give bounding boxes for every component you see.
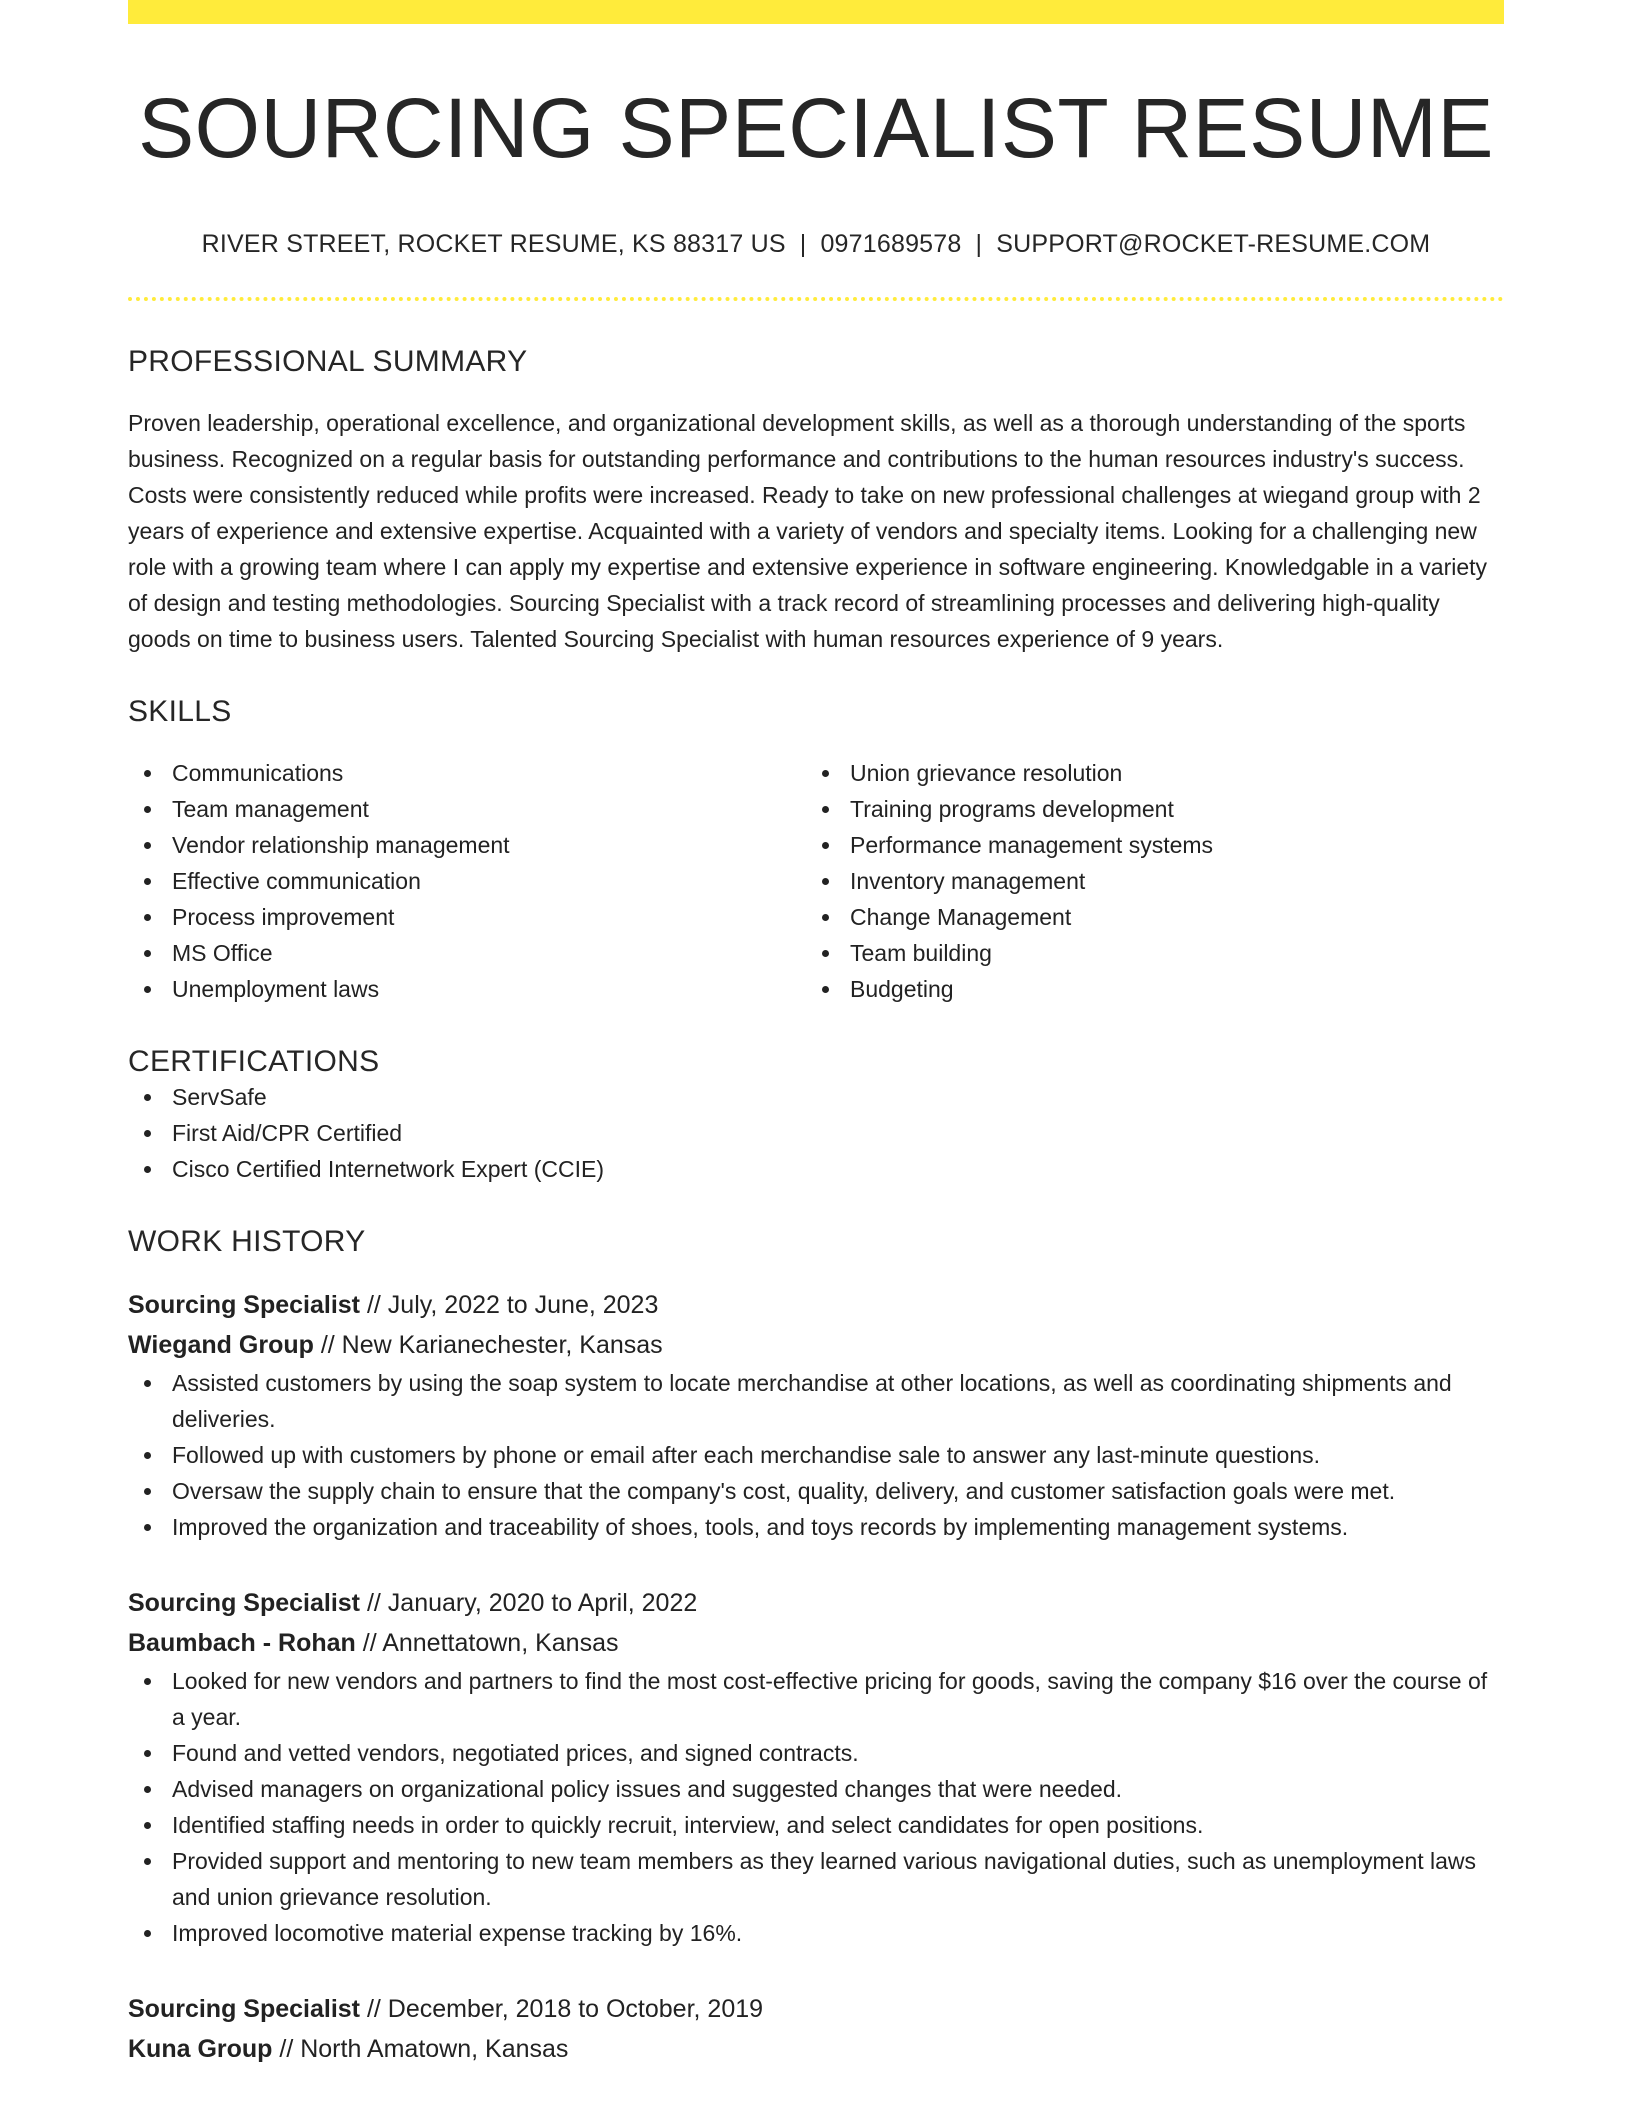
contact-separator: | <box>975 230 983 259</box>
skills-list-right <box>806 755 1484 1007</box>
job-title-line <box>128 1989 1504 2029</box>
certification-item: Cisco Certified Internetwork Expert (CCIE) <box>128 1151 1504 1187</box>
job-company-line <box>128 2029 1504 2069</box>
job-title: Sourcing Specialist <box>128 1995 361 2024</box>
job-duties-list <box>128 1663 1504 1951</box>
certification-item: First Aid/CPR Certified <box>128 1115 1504 1151</box>
contact-separator: | <box>799 230 807 259</box>
skills-grid <box>128 755 1504 1007</box>
address: RIVER STREET, ROCKET RESUME, KS 88317 US <box>201 230 786 259</box>
skill-item: Union grievance resolution <box>806 755 1484 791</box>
company-name: Wiegand Group <box>128 1331 314 1360</box>
job-duty: Improved the organization and traceability of shoes, tools, and toys records by implementing management systems. <box>128 1509 1504 1545</box>
skill-item: MS Office <box>128 935 806 971</box>
skills-column-right <box>806 755 1484 1007</box>
contact-line <box>128 230 1504 259</box>
job-duty: Assisted customers by using the soap system to locate merchandise at other locations, as well as coordinating shipments and deliveries. <box>128 1365 1504 1437</box>
job-location: // North Amatown, Kansas <box>272 2035 569 2064</box>
work-history-heading: WORK HISTORY <box>128 1225 366 1259</box>
job-duty: Followed up with customers by phone or email after each merchandise sale to answer any last-minute questions. <box>128 1437 1504 1473</box>
resume-title: SOURCING SPECIALIST RESUME <box>138 81 1494 175</box>
skills-heading: SKILLS <box>128 695 232 729</box>
job-location: // Annettatown, Kansas <box>355 1629 619 1658</box>
job-duty: Identified staffing needs in order to quickly recruit, interview, and select candidates for open positions. <box>128 1807 1504 1843</box>
skill-item: Effective communication <box>128 863 806 899</box>
job-title-line <box>128 1583 1504 1623</box>
email-address: SUPPORT@ROCKET-RESUME.COM <box>996 230 1431 259</box>
job-duty: Looked for new vendors and partners to find the most cost-effective pricing for goods, saving the company $16 over the course of a year. <box>128 1663 1504 1735</box>
job-company-line <box>128 1325 1504 1365</box>
job-duty: Improved locomotive material expense tracking by 16%. <box>128 1915 1504 1951</box>
certification-item: ServSafe <box>128 1079 1504 1115</box>
certifications-list <box>128 1079 1504 1187</box>
skills-list-left <box>128 755 806 1007</box>
job-duties-list <box>128 1365 1504 1545</box>
top-accent-bar <box>128 0 1504 24</box>
job-dates: // December, 2018 to October, 2019 <box>360 1995 764 2024</box>
job-title-line <box>128 1285 1504 1325</box>
skill-item: Vendor relationship management <box>128 827 806 863</box>
job-dates: // January, 2020 to April, 2022 <box>360 1589 698 1618</box>
certifications-heading: CERTIFICATIONS <box>128 1045 380 1079</box>
summary-heading: PROFESSIONAL SUMMARY <box>128 345 528 379</box>
job-title: Sourcing Specialist <box>128 1589 361 1618</box>
skill-item: Change Management <box>806 899 1484 935</box>
skill-item: Team building <box>806 935 1484 971</box>
company-name: Baumbach - Rohan <box>128 1629 356 1658</box>
skill-item: Performance management systems <box>806 827 1484 863</box>
skill-item: Team management <box>128 791 806 827</box>
skill-item: Communications <box>128 755 806 791</box>
skill-item: Process improvement <box>128 899 806 935</box>
job-entry <box>128 1989 1504 2069</box>
dotted-divider <box>128 297 1504 301</box>
job-location: // New Karianechester, Kansas <box>313 1331 663 1360</box>
job-duty: Found and vetted vendors, negotiated prices, and signed contracts. <box>128 1735 1504 1771</box>
job-entry <box>128 1583 1504 1951</box>
skills-column-left <box>128 755 806 1007</box>
phone-number: 0971689578 <box>820 230 962 259</box>
job-duty: Provided support and mentoring to new team members as they learned various navigational duties, such as unemployment laws and union grievance resolution. <box>128 1843 1504 1915</box>
job-entry <box>128 1285 1504 1545</box>
summary-text: Proven leadership, operational excellence, and organizational development skills, as well as a thorough understanding of the sports business. Recognized on a regular basis for outstanding performance and contributions to the human resources industry's success. Costs were consistently reduced while profits were increased. Ready to take on new professional challenges at wiegand group with 2 years of experience and extensive expertise. Acquainted with a variety of vendors and specialty items. Looking for a challenging new role with a growing team where I can apply my expertise and extensive experience in software engineering. Knowledgable in a variety of design and testing methodologies. Sourcing Specialist with a track record of streamlining processes and delivering high-quality goods on time to business users. Talented Sourcing Specialist with human resources experience of 9 years. <box>128 410 1488 653</box>
job-title: Sourcing Specialist <box>128 1291 361 1320</box>
job-company-line <box>128 1623 1504 1663</box>
skill-item: Training programs development <box>806 791 1484 827</box>
skill-item: Unemployment laws <box>128 971 806 1007</box>
job-duty: Oversaw the supply chain to ensure that the company's cost, quality, delivery, and customer satisfaction goals were met. <box>128 1473 1504 1509</box>
resume-page <box>128 0 1504 2069</box>
skill-item: Inventory management <box>806 863 1484 899</box>
job-dates: // July, 2022 to June, 2023 <box>360 1291 659 1320</box>
skill-item: Budgeting <box>806 971 1484 1007</box>
job-duty: Advised managers on organizational policy issues and suggested changes that were needed. <box>128 1771 1504 1807</box>
company-name: Kuna Group <box>128 2035 273 2064</box>
